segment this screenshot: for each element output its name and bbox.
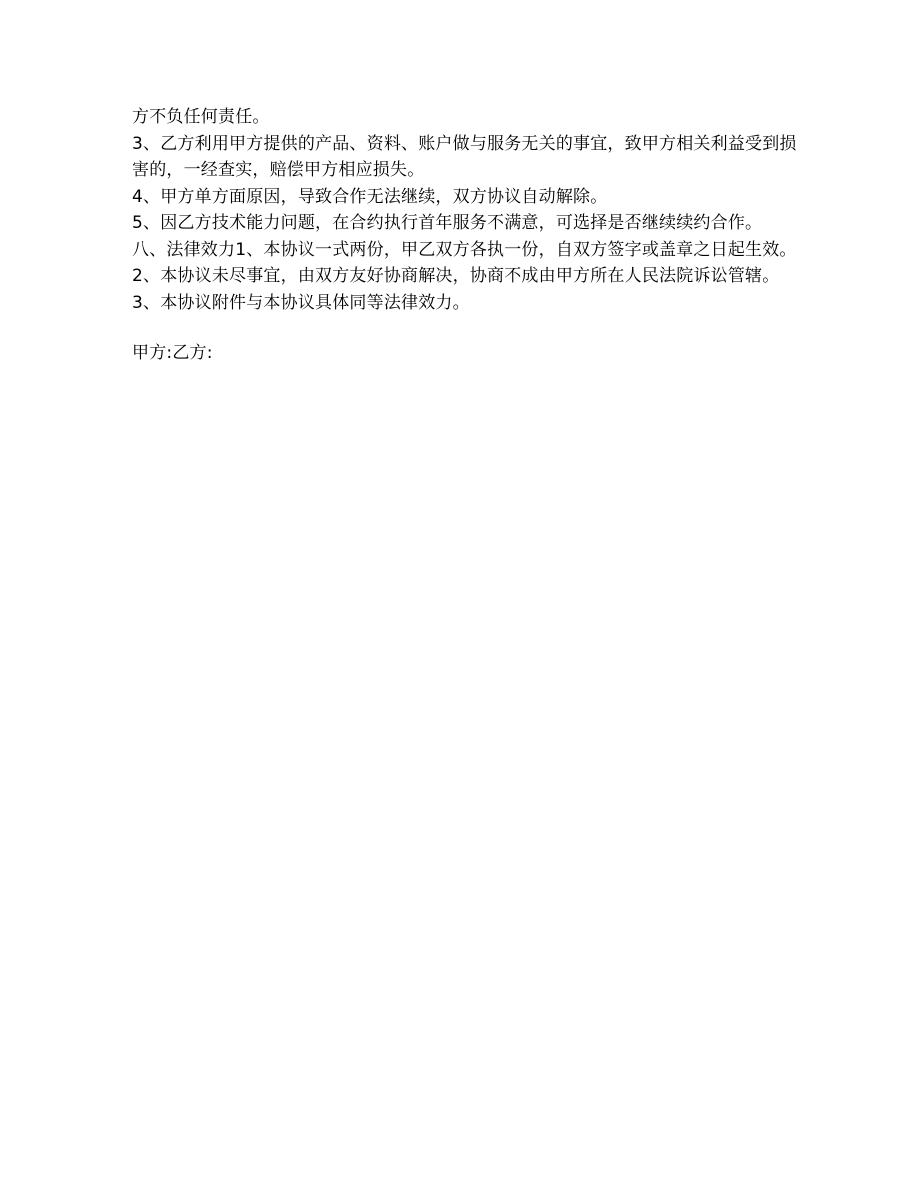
paragraph-liability-end: 方不负任何责任。: [132, 107, 270, 127]
paragraph-section-8-legal-effect: 八、法律效力1、本协议一式两份，甲乙双方各执一份，自双方签字或盖章之日起生效。: [132, 239, 797, 260]
document-body: [132, 104, 812, 367]
paragraph-clause-5-renewal: 5、因乙方技术能力问题，在合约执行首年服务不满意，可选择是否继续续约合作。: [132, 213, 763, 233]
paragraph-clause-4-termination: 4、甲方单方面原因，导致合作无法继续，双方协议自动解除。: [132, 186, 608, 207]
paragraph-clause-3-misuse: 3、乙方利用甲方提供的产品、资料、账户做与服务无关的事宜，致甲方相关利益受到损害的，一经查实，赔偿甲方相应损失。: [132, 133, 797, 180]
paragraph-clause-2-disputes: 2、本协议未尽事宜，由双方友好协商解决，协商不成由甲方所在人民法院诉讼管辖。: [132, 266, 780, 286]
signature-line: 甲方:乙方:: [132, 343, 213, 363]
paragraph-clause-3-attachments: 3、本协议附件与本协议具体同等法律效力。: [132, 292, 470, 313]
